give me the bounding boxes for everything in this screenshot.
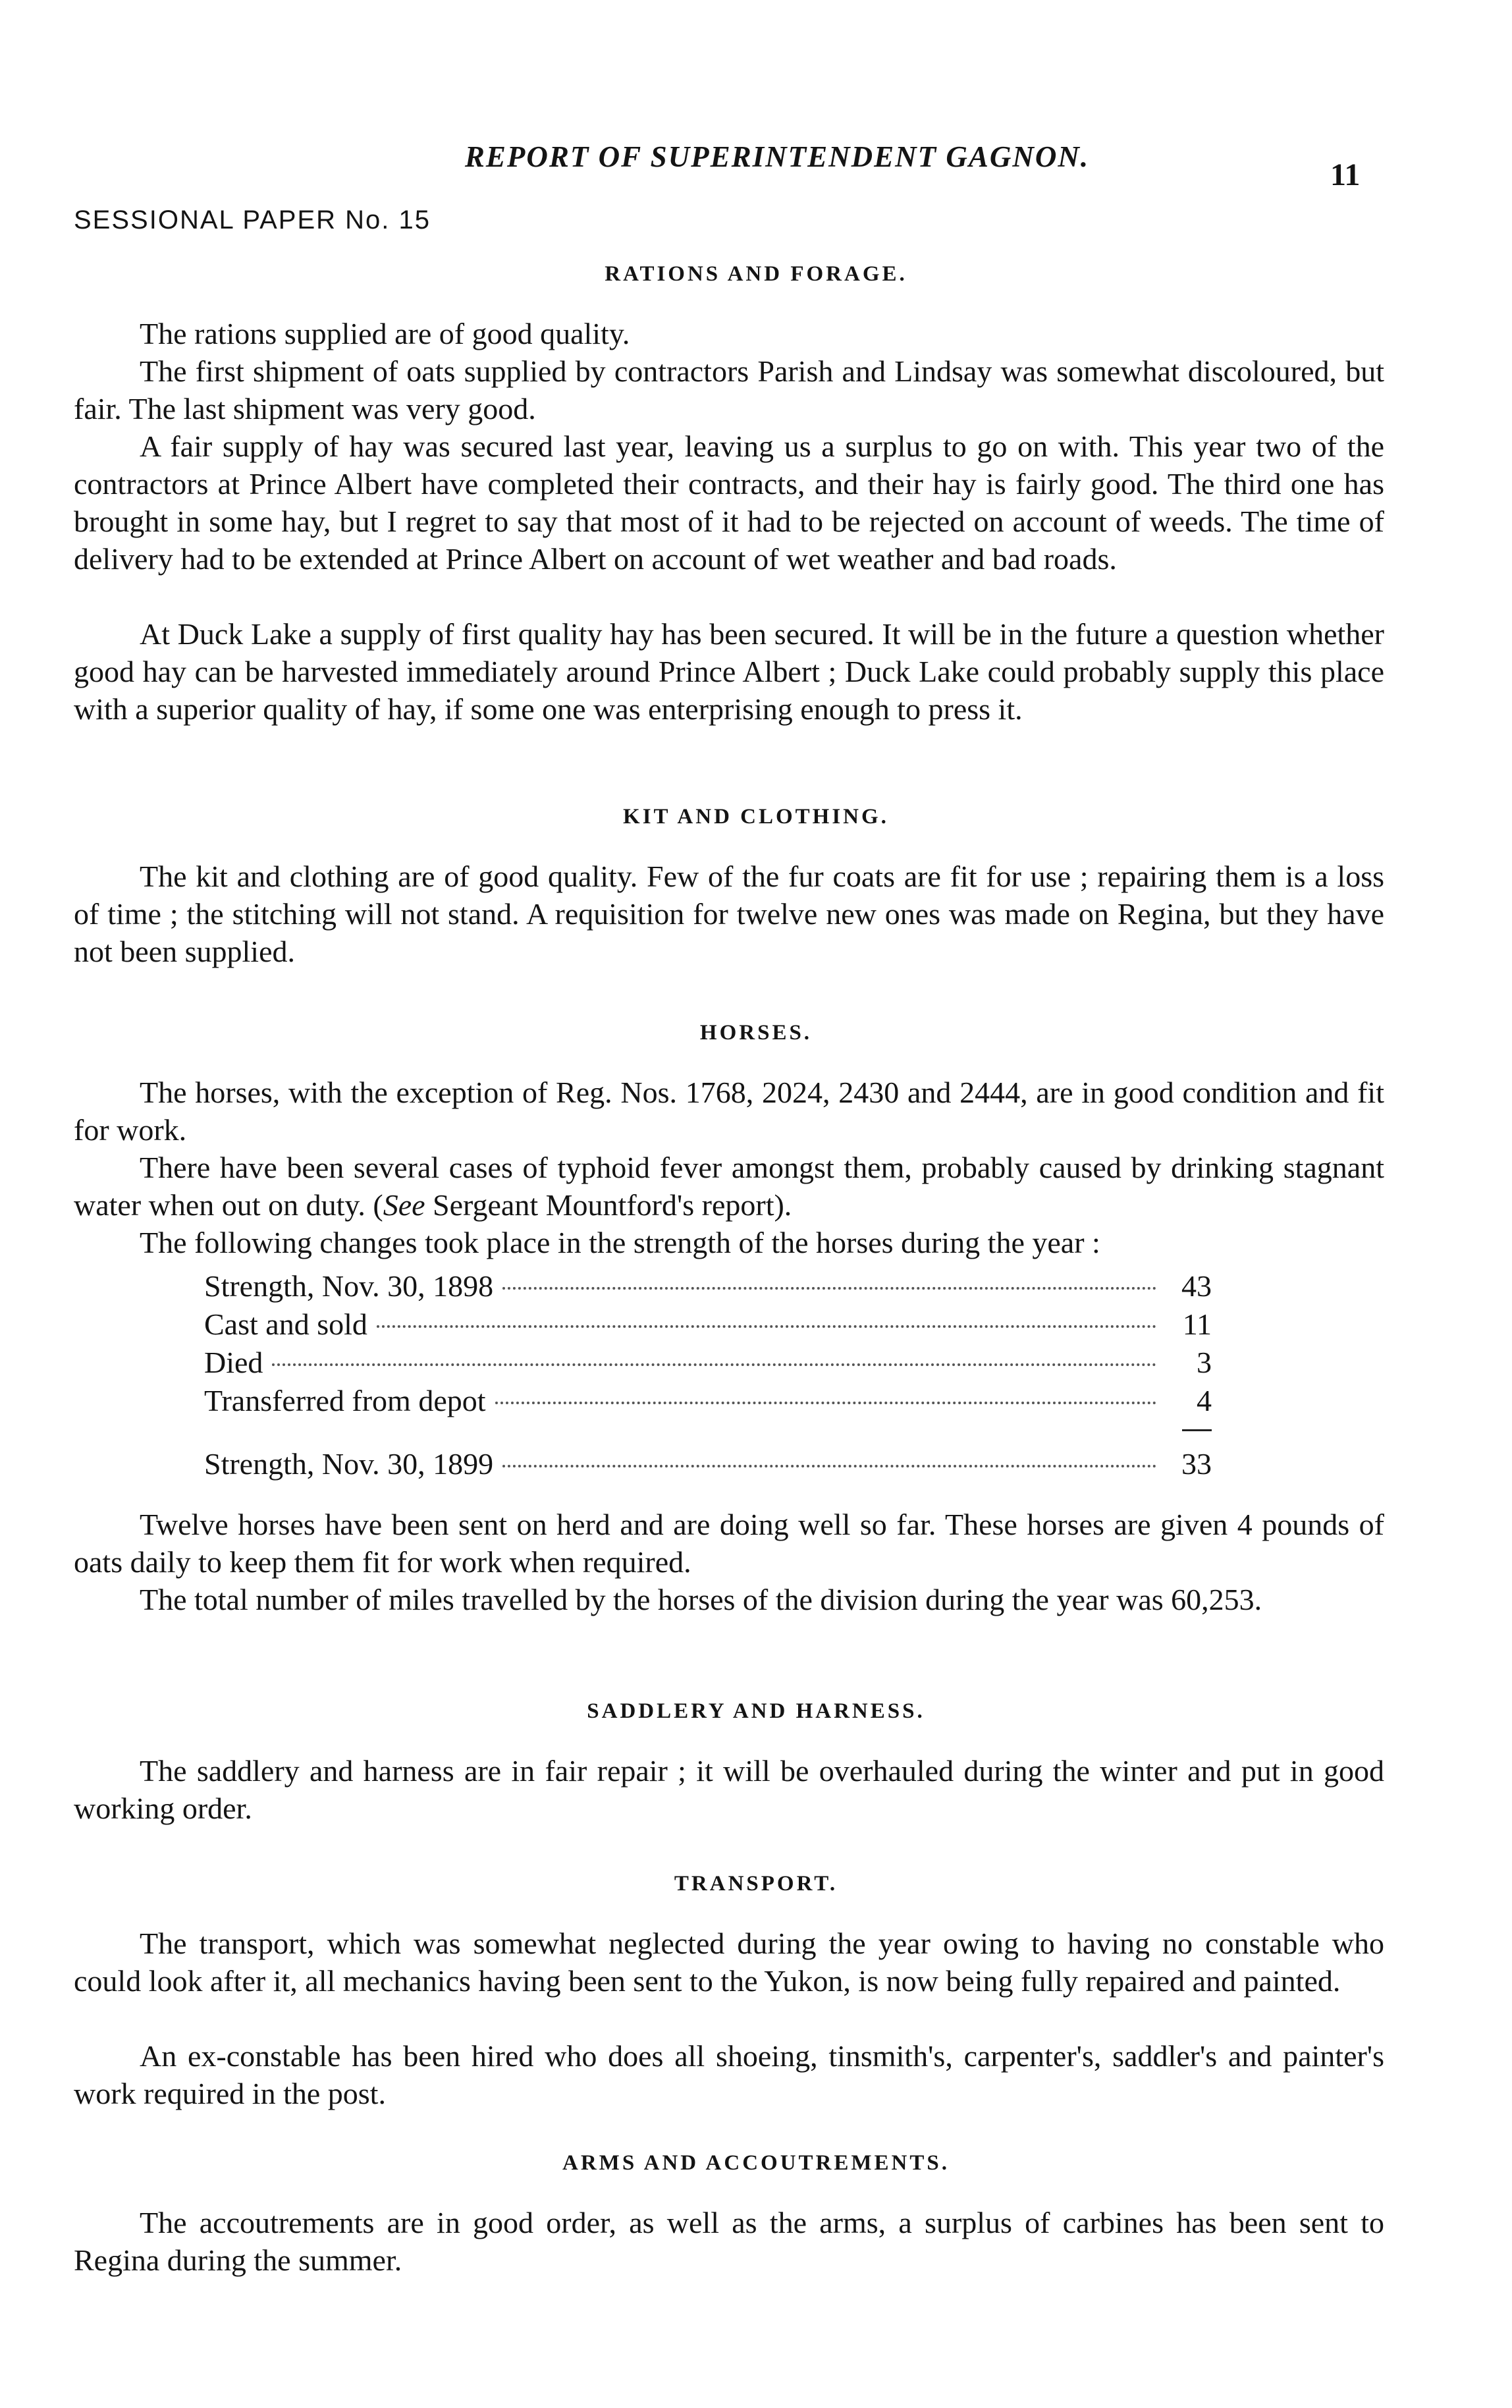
paragraph: There have been several cases of typhoid fever amongst them, probably caused by drinking stagnant water when out on duty. (See Sergeant Mountford's report).: [74, 1151, 1384, 1222]
paragraph: The transport, which was somewhat neglected during the year owing to having no constable who could look after it, all mechanics having been sent to the Yukon, is now being fully repaired and painted.: [74, 1927, 1384, 1998]
section-heading-kit: KIT AND CLOTHING.: [623, 805, 889, 829]
section-heading-rations: RATIONS AND FORAGE.: [605, 262, 907, 286]
table-row: Died 3: [204, 1346, 1212, 1379]
horse-strength-total: [204, 1446, 1212, 1485]
paragraph: The kit and clothing are of good quality. Few of the fur coats are fit for use ; repairing them is a loss of time ; the stitching will not stand. A requisition for twelve new ones was made on Regina, but they have not been supplied.: [74, 860, 1384, 968]
horse-strength-table: [204, 1269, 1212, 1421]
paragraph: An ex-constable has been hired who does all shoeing, tinsmith's, carpenter's, saddler's and painter's work required in the post.: [74, 2039, 1384, 2110]
paragraph: The horses, with the exception of Reg. Nos. 1768, 2024, 2430 and 2444, are in good condition and fit for work.: [74, 1076, 1384, 1147]
paragraph: The following changes took place in the strength of the horses during the year :: [140, 1226, 1100, 1259]
paragraph: The saddlery and harness are in fair repair ; it will be overhauled during the winter and put in good working order.: [74, 1754, 1384, 1825]
section-heading-arms: ARMS AND ACCOUTREMENTS.: [562, 2151, 950, 2175]
page-number: 11: [1330, 157, 1361, 192]
table-total-row: Strength, Nov. 30, 1899 33: [204, 1447, 1212, 1481]
section-heading-saddlery: SADDLERY AND HARNESS.: [587, 1699, 925, 1723]
paragraph: A fair supply of hay was secured last year, leaving us a surplus to go on with. This year two of the contractors at Prince Albert have completed their contracts, and their hay is fairly good. The third one has brought in some hay, but I regret to say that most of it had to be rejected on account of weeds. The time of delivery had to be extended at Prince Albert on account of wet weather and bad roads.: [74, 429, 1384, 576]
paragraph: At Duck Lake a supply of first quality hay has been secured. It will be in the future a question whether good hay can be harvested immediately around Prince Albert ; Duck Lake could probably supply this place with a superior quality of hay, if some one was enterprising enough to press it.: [74, 617, 1384, 726]
table-row: Cast and sold 11: [204, 1307, 1212, 1341]
paragraph: The rations supplied are of good quality.: [140, 317, 630, 350]
table-row: Strength, Nov. 30, 1898 43: [204, 1269, 1212, 1303]
paragraph: The first shipment of oats supplied by contractors Parish and Lindsay was somewhat discoloured, but fair. The last shipment was very good.: [74, 354, 1384, 425]
paragraph: The accoutrements are in good order, as well as the arms, a surplus of carbines has been sent to Regina during the summer.: [74, 2206, 1384, 2277]
paragraph: Twelve horses have been sent on herd and are doing well so far. These horses are given 4 pounds of oats daily to keep them fit for work when required.: [74, 1508, 1384, 1579]
running-head: REPORT OF SUPERINTENDENT GAGNON.: [464, 140, 1090, 173]
paragraph: The total number of miles travelled by the horses of the division during the year was 60,253.: [140, 1583, 1262, 1616]
sum-rule: [1182, 1429, 1212, 1431]
sessional-paper-label: SESSIONAL PAPER No. 15: [74, 205, 431, 234]
table-row: Transferred from depot 4: [204, 1384, 1212, 1417]
section-heading-horses: HORSES.: [699, 1021, 813, 1045]
section-heading-transport: TRANSPORT.: [674, 1872, 838, 1896]
